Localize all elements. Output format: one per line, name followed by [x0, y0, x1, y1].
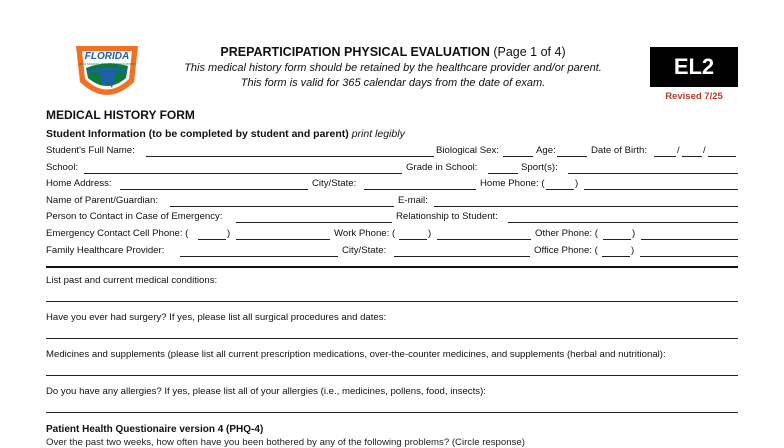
page-title	[150, 45, 636, 59]
dob-day-field[interactable]	[682, 156, 702, 157]
conditions-question: List past and current medical conditions:	[46, 275, 218, 286]
allergies-question: Do you have any allergies? If yes, please list all of your allergies (i.e., medicines, pollens, food, insects):	[46, 386, 486, 397]
dob-sep-1: /	[677, 145, 680, 156]
other-phone-label: Other Phone: (	[535, 228, 598, 239]
school-field[interactable]	[84, 173, 402, 174]
medicines-answer-line[interactable]	[46, 375, 738, 376]
relationship-field[interactable]	[508, 222, 738, 223]
section-title-italic: print legibly	[351, 128, 405, 140]
parent-label: Name of Parent/Guardian:	[46, 195, 158, 206]
student-name-label: Student's Full Name:	[46, 145, 135, 156]
section-title-bold: Student Information	[46, 128, 146, 140]
work-phone-area-field[interactable]	[399, 239, 427, 240]
emergency-cell-field[interactable]	[236, 239, 330, 240]
row-address	[46, 178, 738, 192]
city-state-field[interactable]	[364, 189, 476, 190]
age-field[interactable]	[557, 156, 587, 157]
sports-label: Sport(s):	[521, 162, 558, 173]
surgery-question: Have you ever had surgery? If yes, please list all surgical procedures and dates:	[46, 312, 387, 323]
phq-title: Patient Health Questionaire version 4 (PHQ-4)	[46, 424, 264, 435]
address-field[interactable]	[120, 189, 308, 190]
dob-month-field[interactable]	[654, 156, 676, 157]
home-phone-paren: )	[575, 178, 579, 189]
other-phone-paren: )	[632, 228, 636, 239]
school-label: School:	[46, 162, 78, 173]
subtitle-1: This medical history form should be retained by the healthcare provider and/or parent.	[184, 62, 602, 74]
home-phone-field[interactable]	[584, 189, 738, 190]
emergency-cell-label: Emergency Contact Cell Phone: (	[46, 228, 189, 239]
row-provider	[46, 245, 738, 259]
provider-city-label: City/State:	[342, 245, 387, 256]
fhsaa-logo	[72, 42, 142, 108]
logo-text-main: FLORIDA	[84, 51, 130, 62]
home-phone-area-field[interactable]	[546, 189, 574, 190]
email-label: E-mail:	[398, 195, 428, 206]
section-title-rest: (to be completed by student and parent)	[148, 128, 349, 140]
emergency-contact-field[interactable]	[236, 222, 392, 223]
grade-field[interactable]	[488, 173, 518, 174]
emergency-cell-area-field[interactable]	[198, 239, 226, 240]
home-phone-label: Home Phone: (	[480, 178, 545, 189]
email-field[interactable]	[434, 206, 738, 207]
conditions-answer-line[interactable]	[46, 301, 738, 302]
work-phone-label: Work Phone: (	[334, 228, 396, 239]
office-phone-paren: )	[631, 245, 635, 256]
surgery-answer-line[interactable]	[46, 338, 738, 339]
sex-field[interactable]	[503, 156, 533, 157]
family-provider-label: Family Healthcare Provider:	[46, 245, 165, 256]
family-provider-field[interactable]	[180, 256, 338, 257]
age-label: Age:	[536, 145, 556, 156]
address-label: Home Address:	[46, 178, 112, 189]
revised-date: Revised 7/25	[665, 91, 723, 102]
row-emergency	[46, 211, 738, 225]
other-phone-area-field[interactable]	[603, 239, 631, 240]
work-phone-paren: )	[428, 228, 432, 239]
grade-label: Grade in School:	[406, 162, 478, 173]
section-divider	[46, 266, 738, 268]
form-code-badge: EL2	[650, 47, 738, 87]
phq-instructions: Over the past two weeks, how often have you been bothered by any of the following problems? (Circle response)	[46, 437, 525, 448]
parent-field[interactable]	[170, 206, 394, 207]
work-phone-field[interactable]	[437, 239, 531, 240]
dob-label: Date of Birth:	[591, 145, 647, 156]
emergency-contact-label: Person to Contact in Case of Emergency:	[46, 211, 223, 222]
office-phone-label: Office Phone: (	[534, 245, 598, 256]
dob-year-field[interactable]	[708, 156, 736, 157]
logo-text-sub: HIGH SCHOOL ATHLETIC ASSOCIATION	[78, 62, 136, 66]
dob-sep-2: /	[703, 145, 706, 156]
allergies-answer-line[interactable]	[46, 412, 738, 413]
title-bold: PREPARTICIPATION PHYSICAL EVALUATION	[220, 45, 490, 59]
sex-label: Biological Sex:	[436, 145, 499, 156]
row-phones	[46, 228, 738, 242]
title-page: (Page 1 of 4)	[493, 45, 566, 59]
sports-field[interactable]	[568, 173, 738, 174]
student-name-field[interactable]	[146, 156, 434, 157]
section-title	[46, 128, 405, 140]
emergency-cell-paren: )	[227, 228, 231, 239]
row-student	[46, 145, 738, 159]
row-school	[46, 162, 738, 176]
medicines-question: Medicines and supplements (please list all current prescription medications, over-the-counter medicines, and supplements (herbal and nutritional):	[46, 349, 666, 360]
row-parent	[46, 195, 738, 209]
office-phone-field[interactable]	[640, 256, 738, 257]
city-state-label: City/State:	[312, 178, 357, 189]
subtitle-2: This form is valid for 365 calendar days from the date of exam.	[240, 77, 546, 89]
provider-city-field[interactable]	[394, 256, 530, 257]
office-phone-area-field[interactable]	[602, 256, 630, 257]
relationship-label: Relationship to Student:	[396, 211, 498, 222]
other-phone-field[interactable]	[641, 239, 738, 240]
form-title: MEDICAL HISTORY FORM	[46, 108, 195, 122]
